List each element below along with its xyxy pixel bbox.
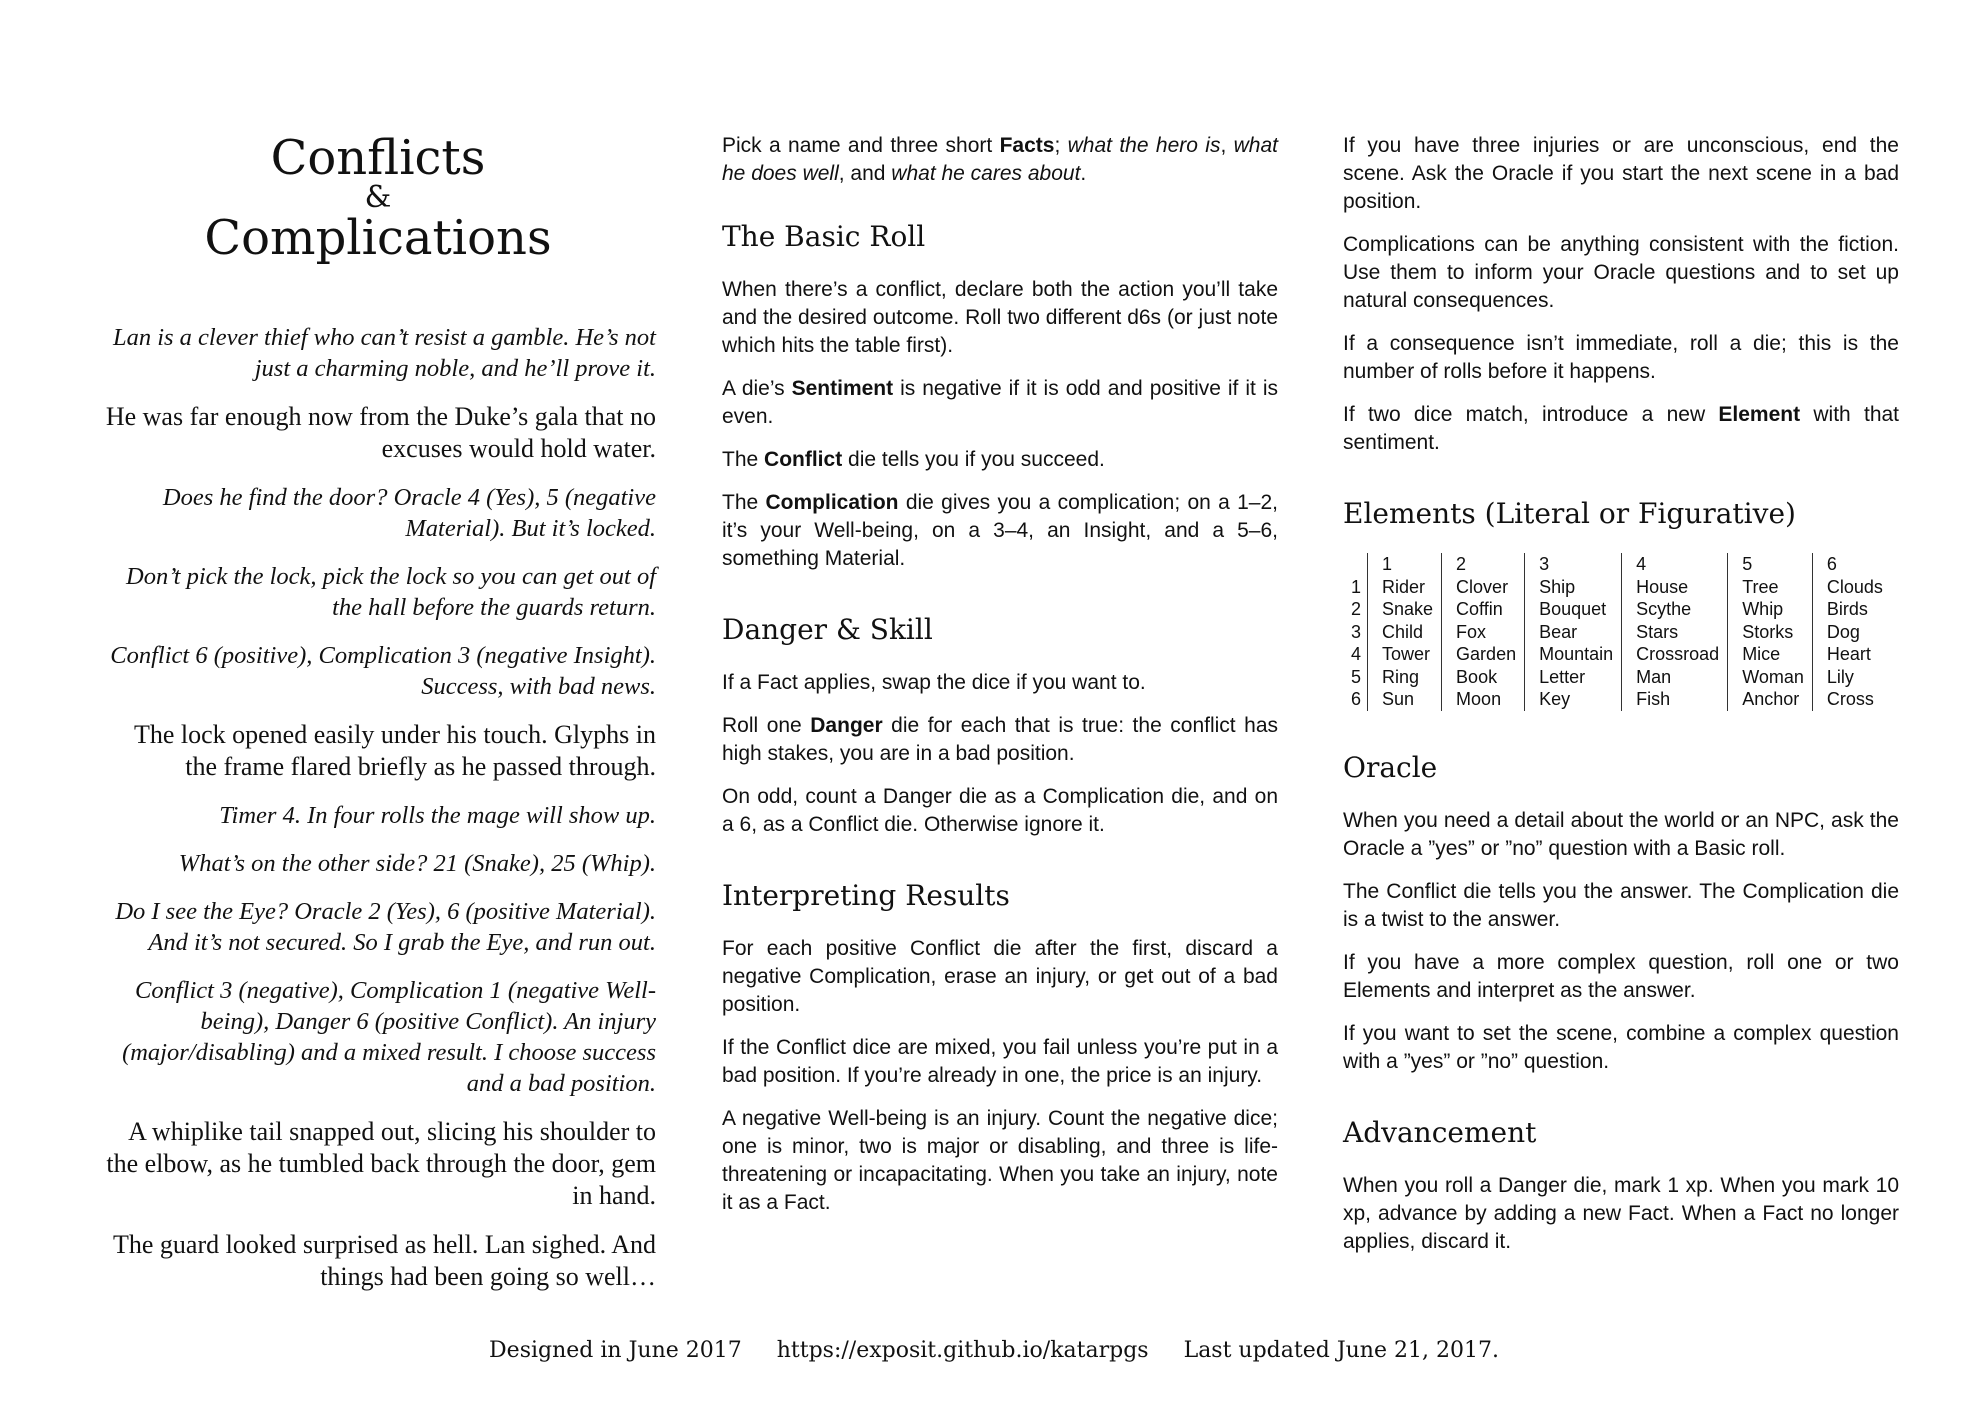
heading-oracle: Oracle bbox=[1343, 750, 1438, 784]
elements-row-header: 1 bbox=[1350, 576, 1361, 597]
elements-cell: Tower bbox=[1368, 643, 1442, 666]
oracle-answer-paragraph: The Conflict die tells you the answer. The Complication die is a twist to the answer. bbox=[1343, 879, 1899, 931]
elements-corner-cell bbox=[1343, 553, 1368, 576]
elements-cell: Clover bbox=[1442, 576, 1525, 599]
elements-cell: Garden bbox=[1442, 643, 1525, 666]
elements-cell: Fox bbox=[1442, 621, 1525, 644]
elements-cell: Stars bbox=[1622, 621, 1728, 644]
text-run: The bbox=[722, 448, 765, 471]
heading-advancement: Advancement bbox=[1343, 1115, 1537, 1149]
bold-term: Facts bbox=[999, 134, 1055, 157]
elements-column-header: 6 bbox=[1812, 553, 1891, 576]
elements-cell: Child bbox=[1368, 621, 1442, 644]
story-paragraph: Don’t pick the lock, pick the lock so you can get out of the hall before the guards return. bbox=[126, 563, 656, 621]
bold-term: Sentiment bbox=[791, 377, 894, 400]
story-paragraph: He was far enough now from the Duke’s gala that no excuses would hold water. bbox=[105, 402, 656, 463]
footer-updated: Last updated June 21, 2017. bbox=[1183, 1338, 1499, 1363]
elements-table bbox=[1343, 553, 1891, 711]
elements-cell: Rider bbox=[1368, 576, 1442, 599]
elements-cell: Ship bbox=[1525, 576, 1622, 599]
elements-cell: Mountain bbox=[1525, 643, 1622, 666]
elements-cell: Moon bbox=[1442, 688, 1525, 711]
elements-row-header: 3 bbox=[1350, 621, 1361, 642]
text-run: , bbox=[1220, 134, 1234, 157]
elements-cell: Book bbox=[1442, 666, 1525, 689]
elements-row bbox=[1343, 621, 1891, 644]
rules-column-left bbox=[722, 132, 1278, 1232]
text-run: , and bbox=[838, 162, 892, 185]
story-paragraph: Conflict 6 (positive), Complication 3 (negative Insight). Success, with bad news. bbox=[110, 642, 656, 700]
story-paragraph: Do I see the Eye? Oracle 2 (Yes), 6 (positive Material). And it’s not secured. So I grab the Eye, and run out. bbox=[115, 898, 656, 956]
elements-column-header: 5 bbox=[1728, 553, 1813, 576]
text-run: The bbox=[722, 491, 766, 514]
elements-cell: Cross bbox=[1812, 688, 1891, 711]
text-run: die for each that is true: the conflict has high stakes, you are in a bad position. bbox=[722, 714, 1279, 765]
elements-row bbox=[1343, 688, 1891, 711]
three-injuries-paragraph: If you have three injuries or are unconscious, end the scene. Ask the Oracle if you start the next scene in a bad position. bbox=[1343, 134, 1899, 213]
consequence-paragraph: If a consequence isn’t immediate, roll a die; this is the number of rolls before it happens. bbox=[1343, 332, 1899, 383]
elements-cell: Letter bbox=[1525, 666, 1622, 689]
elements-cell: Bear bbox=[1525, 621, 1622, 644]
conflict-paragraph bbox=[722, 446, 1278, 474]
text-run: A die’s bbox=[722, 377, 792, 400]
elements-cell: Storks bbox=[1728, 621, 1813, 644]
elements-cell: House bbox=[1622, 576, 1728, 599]
elements-row bbox=[1343, 666, 1891, 689]
elements-cell: Tree bbox=[1728, 576, 1813, 599]
elements-cell: Bouquet bbox=[1525, 598, 1622, 621]
heading-danger-skill: Danger & Skill bbox=[722, 613, 933, 646]
text-run: Roll one bbox=[722, 714, 811, 737]
footer bbox=[0, 1338, 1988, 1363]
elements-cell: Crossroad bbox=[1622, 643, 1728, 666]
elements-row-header: 5 bbox=[1350, 666, 1361, 687]
title-ampersand: & bbox=[364, 180, 392, 215]
elements-row-header: 4 bbox=[1350, 644, 1361, 664]
injury-paragraph: A negative Well-being is an injury. Count the negative dice; one is minor, two is major or disabling, and three is life-threatening or incapacitating. When you take an injury, note it as a Fact. bbox=[722, 1107, 1278, 1214]
text-run: with that sentiment. bbox=[1343, 403, 1900, 454]
elements-cell: Scythe bbox=[1622, 598, 1728, 621]
italic-phrase: what he cares about bbox=[891, 162, 1081, 185]
complications-paragraph: Complications can be anything consistent with the fiction. Use them to inform your Oracle questions and to set up natural consequences. bbox=[1343, 233, 1899, 312]
bold-term: Conflict bbox=[764, 448, 843, 471]
heading-elements: Elements (Literal or Figurative) bbox=[1343, 497, 1796, 530]
dice-match-paragraph bbox=[1343, 401, 1899, 457]
elements-cell: Mice bbox=[1728, 643, 1813, 666]
text-run: die tells you if you succeed. bbox=[842, 448, 1105, 471]
text-run: . bbox=[1080, 162, 1087, 185]
story-paragraph: Timer 4. In four rolls the mage will show up. bbox=[219, 802, 656, 829]
rules-column-right bbox=[1343, 132, 1899, 1271]
elements-row-header: 6 bbox=[1350, 689, 1361, 709]
complication-paragraph bbox=[722, 489, 1278, 573]
story-paragraph: Does he find the door? Oracle 4 (Yes), 5 (negative Material). But it’s locked. bbox=[162, 484, 656, 542]
elements-column-header: 4 bbox=[1622, 553, 1728, 576]
heading-basic-roll: The Basic Roll bbox=[722, 220, 926, 253]
elements-row bbox=[1343, 643, 1891, 666]
elements-row-header: 2 bbox=[1350, 599, 1361, 619]
story-paragraph: What’s on the other side? 21 (Snake), 25 (Whip). bbox=[178, 850, 656, 877]
elements-cell: Clouds bbox=[1812, 576, 1891, 599]
sentiment-paragraph bbox=[722, 375, 1278, 431]
oracle-paragraph: When you need a detail about the world or an NPC, ask the Oracle a ”yes” or ”no” question with a Basic roll. bbox=[1343, 808, 1899, 860]
mixed-dice-paragraph: If the Conflict dice are mixed, you fail unless you’re put in a bad position. If you’re already in one, the price is an injury. bbox=[722, 1036, 1278, 1087]
elements-cell: Dog bbox=[1812, 621, 1891, 644]
bold-term: Danger bbox=[810, 714, 883, 737]
odd-paragraph: On odd, count a Danger die as a Complication die, and on a 6, as a Conflict die. Otherwise ignore it. bbox=[722, 785, 1278, 836]
elements-cell: Fish bbox=[1622, 688, 1728, 711]
basic-roll-paragraph: When there’s a conflict, declare both the action you’ll take and the desired outcome. Roll two different d6s (or just note which hits the table first). bbox=[722, 278, 1278, 357]
text-run: die gives you a complication; on a 1–2, it’s your Well-being, on a 3–4, an Insight, and a 5–6, something Material. bbox=[722, 491, 1278, 570]
heading-interpreting-results: Interpreting Results bbox=[722, 879, 1010, 912]
elements-row bbox=[1343, 598, 1891, 621]
elements-cell: Coffin bbox=[1442, 598, 1525, 621]
elements-column-header: 3 bbox=[1525, 553, 1622, 576]
page-title bbox=[100, 132, 656, 264]
intro-paragraph bbox=[722, 132, 1278, 188]
elements-cell: Woman bbox=[1728, 666, 1813, 689]
story-paragraph: Lan is a clever thief who can’t resist a gamble. He’s not just a charming noble, and he’ll prove it. bbox=[112, 324, 656, 382]
set-scene-paragraph: If you want to set the scene, combine a complex question with a ”yes” or ”no” question. bbox=[1343, 1021, 1899, 1073]
story-paragraph: A whiplike tail snapped out, slicing his shoulder to the elbow, as he tumbled back through the door, gem in hand. bbox=[106, 1117, 656, 1210]
text-run: is negative if it is odd and positive if it is even. bbox=[722, 377, 1278, 428]
elements-header-row bbox=[1343, 553, 1891, 576]
title-line-3: Complications bbox=[204, 210, 552, 266]
story-paragraph: The guard looked surprised as hell. Lan sighed. And things had been going so well… bbox=[113, 1230, 656, 1291]
danger-paragraph bbox=[722, 712, 1278, 768]
story-paragraph: Conflict 3 (negative), Complication 1 (negative Well-being), Danger 6 (positive Conflict). An injury (major/disabling) and a mixed result. I choose success and a bad position. bbox=[122, 977, 656, 1097]
elements-cell: Birds bbox=[1812, 598, 1891, 621]
footer-designed: Designed in June 2017 bbox=[489, 1338, 742, 1363]
elements-cell: Snake bbox=[1368, 598, 1442, 621]
bold-term: Complication bbox=[765, 491, 899, 514]
story-text bbox=[100, 322, 656, 1293]
text-run: If two dice match, introduce a new bbox=[1343, 403, 1719, 426]
italic-phrase: what the hero is bbox=[1067, 134, 1221, 157]
elements-cell: Heart bbox=[1812, 643, 1891, 666]
story-paragraph: The lock opened easily under his touch. Glyphs in the frame flared briefly as he passed through. bbox=[133, 720, 656, 781]
footer-url-link[interactable]: https://exposit.github.io/katarpgs bbox=[776, 1338, 1149, 1363]
elements-cell: Sun bbox=[1368, 688, 1442, 711]
elements-column-header: 1 bbox=[1368, 553, 1442, 576]
advancement-paragraph: When you roll a Danger die, mark 1 xp. When you mark 10 xp, advance by adding a new Fact. When a Fact no longer applies, discard it. bbox=[1343, 1173, 1899, 1253]
elements-cell: Whip bbox=[1728, 598, 1813, 621]
positive-conflict-paragraph: For each positive Conflict die after the first, discard a negative Complication, erase an injury, or get out of a bad position. bbox=[722, 937, 1278, 1016]
elements-cell: Lily bbox=[1812, 666, 1891, 689]
complex-question-paragraph: If you have a more complex question, roll one or two Elements and interpret as the answer. bbox=[1343, 950, 1899, 1002]
text-run: Pick a name and three short bbox=[722, 134, 1000, 157]
story-column bbox=[100, 132, 656, 1310]
fact-paragraph: If a Fact applies, swap the dice if you want to. bbox=[722, 671, 1146, 694]
elements-cell: Anchor bbox=[1728, 688, 1813, 711]
elements-cell: Man bbox=[1622, 666, 1728, 689]
text-run: ; bbox=[1054, 134, 1068, 157]
italic-phrase: what he does well bbox=[722, 134, 1278, 185]
elements-row bbox=[1343, 576, 1891, 599]
elements-cell: Key bbox=[1525, 688, 1622, 711]
bold-term: Element bbox=[1718, 403, 1801, 426]
title-line-1: Conflicts bbox=[270, 130, 486, 186]
elements-column-header: 2 bbox=[1442, 553, 1525, 576]
elements-cell: Ring bbox=[1368, 666, 1442, 689]
